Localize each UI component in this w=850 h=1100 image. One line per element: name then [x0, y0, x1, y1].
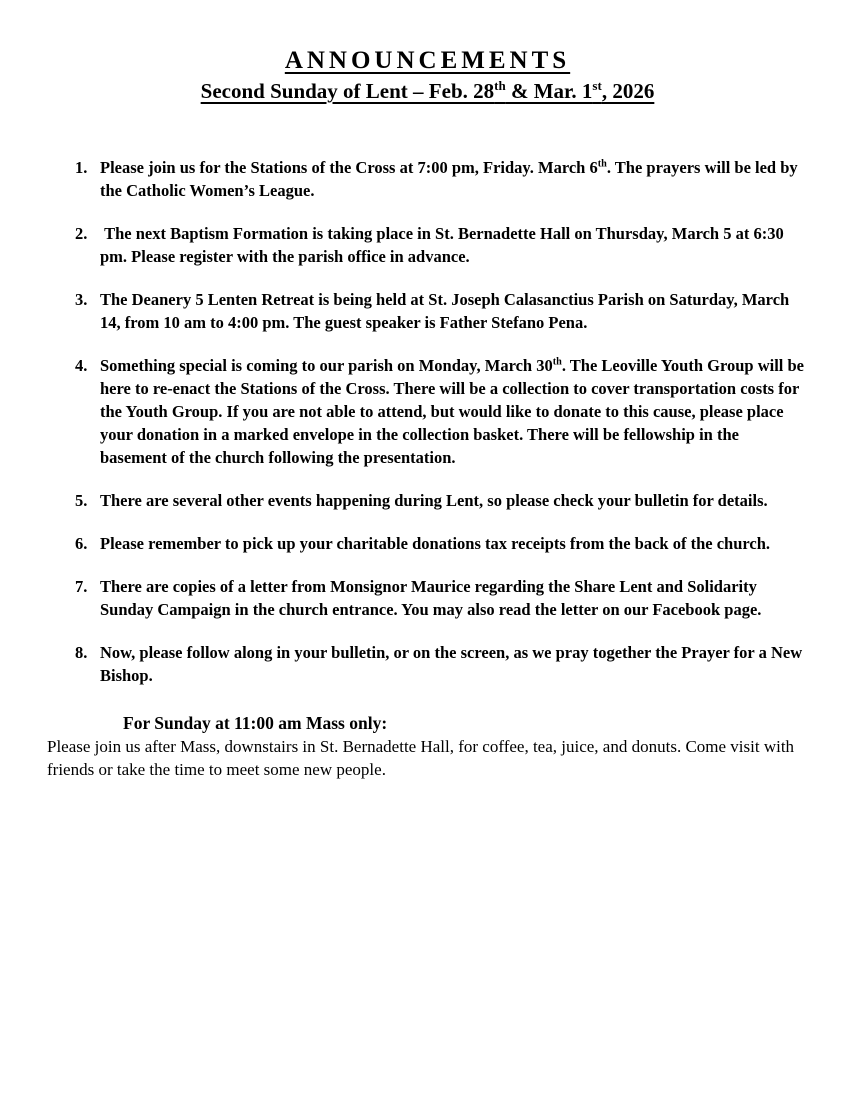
announcement-item: [75, 288, 808, 334]
item-number: 2.: [75, 224, 88, 243]
item-text: The next Baptism Formation is taking place in St. Bernadette Hall on Thursday, March 5 at 6:30 pm. Please register with the parish office in advance.: [100, 224, 784, 266]
announcements-list: [47, 156, 808, 687]
item-number: 7.: [75, 577, 88, 596]
item-text: Please remember to pick up your charitable donations tax receipts from the back of the church.: [100, 534, 771, 553]
item-text: Now, please follow along in your bulletin, or on the screen, as we pray together the Prayer for a New Bishop.: [100, 643, 803, 685]
item-number: 4.: [75, 356, 88, 375]
item-text: There are several other events happening during Lent, so please check your bulletin for details.: [100, 491, 768, 510]
mass-note-body: Please join us after Mass, downstairs in St. Bernadette Hall, for coffee, tea, juice, and donuts. Come visit with friends or take the time to meet some new people.: [47, 737, 795, 779]
page-title-text: ANNOUNCEMENTS: [284, 47, 571, 74]
announcement-item: [75, 575, 808, 621]
item-text: Something special is coming to our parish on Monday, March 30th. The Leoville Youth Group will be here to re-enact the Stations of the Cross. There will be a collection to cover transportation costs for the Youth Group. If you are not able to attend, but would like to donate to this cause, please place your donation in a marked envelope in the collection basket. There will be fellowship in the basement of the church following the presentation.: [100, 356, 805, 467]
footer-section: [47, 712, 808, 781]
item-text: Please join us for the Stations of the Cross at 7:00 pm, Friday. March 6th. The prayers will be led by the Catholic Women’s League.: [100, 158, 798, 200]
item-text: The Deanery 5 Lenten Retreat is being held at St. Joseph Calasanctius Parish on Saturday, March 14, from 10 am to 4:00 pm. The guest speaker is Father Stefano Pena.: [100, 290, 790, 332]
announcement-item: [75, 156, 808, 202]
page-subtitle-text: Second Sunday of Lent – Feb. 28th & Mar. 1st, 2026: [200, 78, 655, 103]
announcement-item: [75, 222, 808, 268]
page-subtitle: [47, 79, 808, 104]
mass-note-heading: For Sunday at 11:00 am Mass only:: [123, 713, 388, 733]
item-number: 8.: [75, 643, 88, 662]
announcement-item: [75, 641, 808, 687]
item-number: 5.: [75, 491, 88, 510]
announcement-item: [75, 532, 808, 555]
announcement-item: [75, 354, 808, 469]
item-number: 1.: [75, 158, 88, 177]
item-text: There are copies of a letter from Monsignor Maurice regarding the Share Lent and Solidarity Sunday Campaign in the church entrance. You may also read the letter on our Facebook page.: [100, 577, 762, 619]
item-number: 3.: [75, 290, 88, 309]
item-number: 6.: [75, 534, 88, 553]
page-title: [47, 46, 808, 76]
announcement-item: [75, 489, 808, 512]
